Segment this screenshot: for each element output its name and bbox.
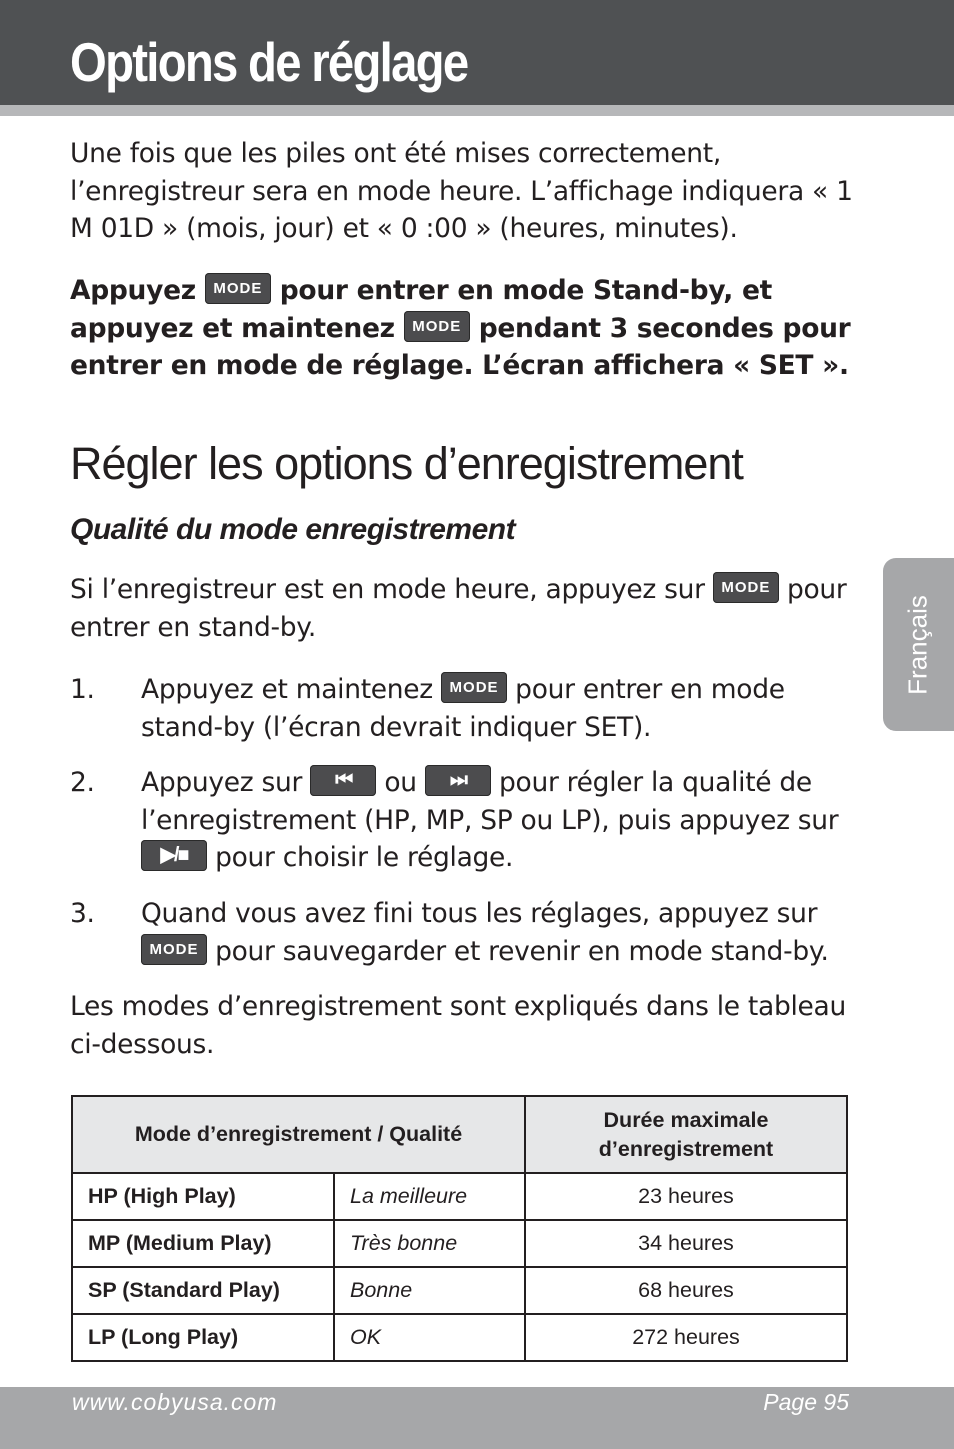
previous-track-icon: ⏮ — [310, 765, 376, 796]
section-lead — [70, 571, 860, 646]
footer-url: www.cobyusa.com — [72, 1389, 278, 1415]
section-subtitle: Qualité du mode enregistrement — [70, 513, 516, 546]
step-number: 2. — [70, 767, 95, 798]
step-number: 1. — [70, 674, 95, 705]
step-text: Appuyez et maintenez — [141, 674, 433, 705]
intro-paragraph — [70, 135, 860, 248]
step-text: Quand vous avez fini tous les réglages, appuyez sur — [141, 898, 818, 929]
table-intro: Les modes d’enregistrement sont expliqués dans le tableau ci-dessous. — [70, 991, 846, 1060]
intro-instruction — [70, 272, 860, 385]
quality-cell: La meilleure — [334, 1173, 525, 1220]
step-text: ou — [384, 767, 417, 798]
table-header-duration: Durée maximale d’enregistrement — [525, 1096, 847, 1173]
duration-cell: 272 heures — [525, 1314, 847, 1361]
language-tab-label: Français — [902, 595, 933, 695]
mode-button: MODE — [441, 672, 507, 703]
mode-button: MODE — [141, 934, 207, 965]
header-stripe — [0, 105, 954, 116]
mode-cell: MP (Medium Play) — [72, 1220, 334, 1267]
section-title: Régler les options d’enregistrement — [70, 438, 743, 489]
table-header-mode: Mode d’enregistrement / Qualité — [72, 1096, 525, 1173]
step-text: pour sauvegarder et revenir en mode stand-by. — [215, 935, 829, 967]
duration-cell: 23 heures — [525, 1173, 847, 1220]
step-2 — [70, 764, 860, 877]
step-text: pour choisir le réglage. — [215, 842, 514, 873]
table-row — [72, 1267, 847, 1314]
table-row — [72, 1173, 847, 1220]
recording-modes-table — [71, 1095, 848, 1362]
mode-cell: HP (High Play) — [72, 1173, 334, 1220]
table-header-row — [72, 1096, 847, 1173]
step-text: pour entrer en mode stand-by (l’écran devrait indiquer SET). — [141, 674, 785, 743]
quality-cell: OK — [334, 1314, 525, 1361]
play-stop-icon: ▶/■ — [141, 840, 207, 871]
table-row — [72, 1220, 847, 1267]
mode-cell: SP (Standard Play) — [72, 1267, 334, 1314]
table-row — [72, 1314, 847, 1361]
step-text: pour régler la qualité de l’enregistrement (HP, MP, SP ou LP), puis appuyez sur — [141, 767, 839, 836]
next-track-icon: ⏭ — [425, 765, 491, 796]
instruction-part3: pendant 3 secondes pour entrer en mode de réglage. L’écran affichera « SET ». — [70, 312, 851, 381]
step-text: Appuyez sur — [141, 767, 303, 798]
lead-part1: Si l’enregistreur est en mode heure, appuyez sur — [70, 574, 705, 605]
instruction-part1: Appuyez — [70, 275, 196, 306]
step-number: 3. — [70, 898, 95, 929]
mode-button: MODE — [713, 572, 779, 603]
lead-part2: pour entrer en stand-by. — [70, 574, 847, 643]
mode-button: MODE — [205, 273, 271, 304]
step-3 — [70, 895, 860, 970]
footer-page-number: Page 95 — [763, 1389, 849, 1415]
page-title: Options de réglage — [70, 31, 468, 93]
instruction-part2: pour entrer en mode Stand-by, et appuyez et maintenez — [70, 275, 772, 344]
mode-button: MODE — [404, 311, 470, 342]
mode-cell: LP (Long Play) — [72, 1314, 334, 1361]
duration-cell: 68 heures — [525, 1267, 847, 1314]
intro-text: Une fois que les piles ont été mises correctement, l’enregistreur sera en mode heure. L’affichage indiquera « 1 M 01D » (mois, jour) et « 0 :00 » (heures, minutes). — [70, 138, 853, 244]
quality-cell: Très bonne — [334, 1220, 525, 1267]
step-1 — [70, 671, 860, 746]
quality-cell: Bonne — [334, 1267, 525, 1314]
duration-cell: 34 heures — [525, 1220, 847, 1267]
